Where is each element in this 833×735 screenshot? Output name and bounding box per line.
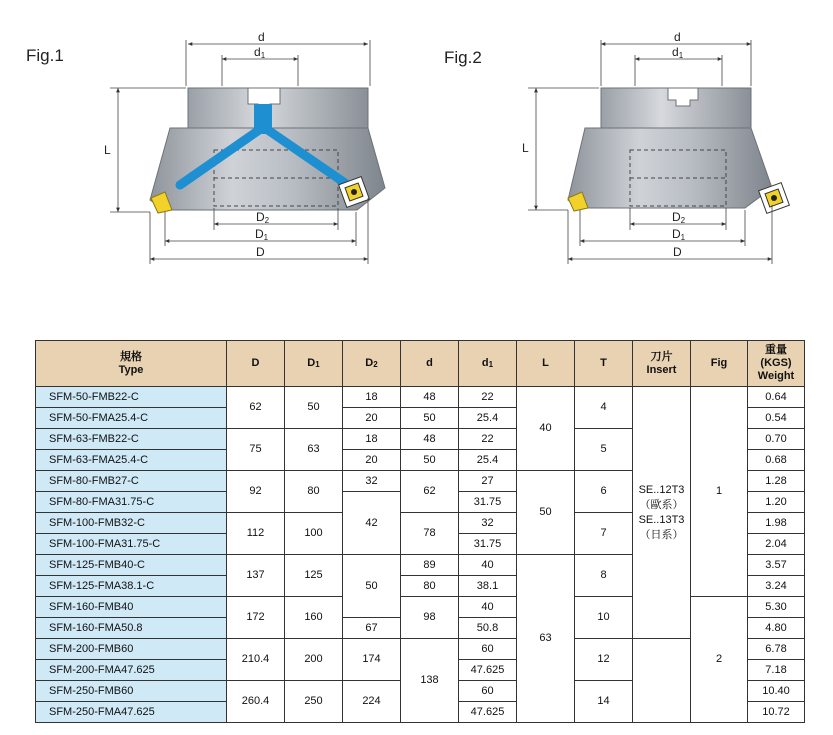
header-d1: $d_1$	[459, 341, 517, 387]
cell-weight: 4.80	[748, 618, 805, 639]
cell-type: SFM-63-FMB22-C	[36, 429, 227, 450]
cell-type: SFM-63-FMA25.4-C	[36, 450, 227, 471]
cell-weight: 1.20	[748, 492, 805, 513]
cell-type: SFM-80-FMB27-C	[36, 471, 227, 492]
cell-d1: 27	[459, 471, 517, 492]
cell-d1: 40	[459, 597, 517, 618]
cell-T: 6	[575, 471, 633, 513]
cell-weight: 10.40	[748, 681, 805, 702]
spec-table	[35, 340, 805, 723]
cell-T: 7	[575, 513, 633, 555]
cell-d1: 22	[459, 429, 517, 450]
header-fig: Fig	[691, 341, 748, 387]
fig2-dim-D1: D1	[672, 227, 686, 242]
cell-D1: 200	[285, 639, 343, 681]
cell-D1: 100	[285, 513, 343, 555]
cell-D: 137	[227, 555, 285, 597]
cell-weight: 6.78	[748, 639, 805, 660]
cell-weight: 5.30	[748, 597, 805, 618]
fig2-dim-D2: D2	[672, 210, 686, 225]
cell-type: SFM-100-FMA31.75-C	[36, 534, 227, 555]
cell-L: 63	[517, 555, 575, 723]
cell-L: 50	[517, 471, 575, 555]
cell-D2: 174	[343, 639, 401, 681]
fig1-dim-d: d	[258, 30, 265, 44]
technical-drawings	[0, 0, 833, 330]
fig2-dim-D: D	[673, 245, 682, 259]
cell-weight: 3.24	[748, 576, 805, 597]
cell-D2: 18	[343, 429, 401, 450]
cell-insert: SE..12T3 （歐系） SE..13T3 （日系）	[633, 387, 691, 639]
cell-d1: 60	[459, 681, 517, 702]
cell-type: SFM-250-FMA47.625	[36, 702, 227, 723]
header-D1: $D_1$	[285, 341, 343, 387]
cell-D1: 160	[285, 597, 343, 639]
cell-d1: 22	[459, 387, 517, 408]
cell-D1: 50	[285, 387, 343, 429]
cell-D2: 224	[343, 681, 401, 723]
cell-weight: 0.54	[748, 408, 805, 429]
cell-D: 62	[227, 387, 285, 429]
table-row	[36, 639, 805, 660]
cell-T: 12	[575, 639, 633, 681]
cell-T: 14	[575, 681, 633, 723]
fig2-dim-d: d	[674, 30, 681, 44]
header-T: T	[575, 341, 633, 387]
cell-D2: 42	[343, 492, 401, 555]
cell-D: 210.4	[227, 639, 285, 681]
fig1-dim-d1: d1	[254, 45, 266, 60]
cell-d1: 31.75	[459, 534, 517, 555]
header-type: 規格 Type	[36, 341, 227, 387]
cell-d1: 25.4	[459, 450, 517, 471]
cell-type: SFM-200-FMB60	[36, 639, 227, 660]
cell-d: 48	[401, 429, 459, 450]
table-header-row	[36, 341, 805, 387]
cell-type: SFM-100-FMB32-C	[36, 513, 227, 534]
table-row	[36, 387, 805, 408]
cell-D1: 63	[285, 429, 343, 471]
header-insert: 刀片 Insert	[633, 341, 691, 387]
cell-type: SFM-160-FMA50.8	[36, 618, 227, 639]
cell-D2: 50	[343, 555, 401, 618]
cell-type: SFM-50-FMB22-C	[36, 387, 227, 408]
cell-T: 8	[575, 555, 633, 597]
cell-D2: 20	[343, 450, 401, 471]
fig1-dim-L: L	[104, 143, 111, 157]
header-d: d	[401, 341, 459, 387]
cell-D1: 80	[285, 471, 343, 513]
cell-type: SFM-160-FMB40	[36, 597, 227, 618]
cell-d: 78	[401, 513, 459, 555]
cell-D: 172	[227, 597, 285, 639]
cell-type: SFM-250-FMB60	[36, 681, 227, 702]
cell-type: SFM-125-FMB40-C	[36, 555, 227, 576]
header-D: D	[227, 341, 285, 387]
fig1-label: Fig.1	[26, 46, 64, 65]
cell-weight: 10.72	[748, 702, 805, 723]
fig1-drawing	[104, 30, 385, 264]
cell-type: SFM-200-FMA47.625	[36, 660, 227, 681]
cell-D: 92	[227, 471, 285, 513]
cell-d1: 32	[459, 513, 517, 534]
cell-weight: 2.04	[748, 534, 805, 555]
cell-d1: 47.625	[459, 702, 517, 723]
cell-D2: 32	[343, 471, 401, 492]
cell-weight: 0.68	[748, 450, 805, 471]
cell-T: 5	[575, 429, 633, 471]
cell-D2: 67	[343, 618, 401, 639]
header-weight: 重量 (KGS) Weight	[748, 341, 805, 387]
cell-D1: 125	[285, 555, 343, 597]
cell-d1: 40	[459, 555, 517, 576]
cell-d1: 38.1	[459, 576, 517, 597]
fig2-drawing	[522, 30, 789, 264]
fig1-dim-D: D	[256, 245, 265, 259]
cell-type: SFM-80-FMA31.75-C	[36, 492, 227, 513]
cell-d: 80	[401, 576, 459, 597]
cell-d1: 47.625	[459, 660, 517, 681]
cell-L: 40	[517, 387, 575, 471]
cell-D2: 18	[343, 387, 401, 408]
cell-d: 50	[401, 450, 459, 471]
cell-weight: 1.28	[748, 471, 805, 492]
cell-d: 138	[401, 639, 459, 723]
cell-d1: 60	[459, 639, 517, 660]
cell-D2: 20	[343, 408, 401, 429]
cell-d: 98	[401, 597, 459, 639]
cell-weight: 1.98	[748, 513, 805, 534]
cell-insert-empty	[633, 639, 691, 723]
cell-D: 112	[227, 513, 285, 555]
cell-d: 50	[401, 408, 459, 429]
cell-type: SFM-125-FMA38.1-C	[36, 576, 227, 597]
header-L: L	[517, 341, 575, 387]
cell-d: 89	[401, 555, 459, 576]
cell-d1: 31.75	[459, 492, 517, 513]
cell-d1: 25.4	[459, 408, 517, 429]
cell-d: 62	[401, 471, 459, 513]
cell-weight: 3.57	[748, 555, 805, 576]
cell-weight: 0.70	[748, 429, 805, 450]
cell-T: 4	[575, 387, 633, 429]
fig1-dim-D2: D2	[256, 210, 270, 225]
cell-d: 48	[401, 387, 459, 408]
cell-d1: 50.8	[459, 618, 517, 639]
cell-weight: 0.64	[748, 387, 805, 408]
cell-fig: 2	[691, 597, 748, 723]
fig2-label: Fig.2	[444, 48, 482, 67]
cell-type: SFM-50-FMA25.4-C	[36, 408, 227, 429]
fig1-dim-D1: D1	[255, 227, 269, 242]
cell-D1: 250	[285, 681, 343, 723]
fig2-dim-L: L	[522, 141, 529, 155]
fig2-dim-d1: d1	[672, 45, 684, 60]
header-D2: $D_2$	[343, 341, 401, 387]
cell-D: 260.4	[227, 681, 285, 723]
cell-weight: 7.18	[748, 660, 805, 681]
cell-D: 75	[227, 429, 285, 471]
cell-fig: 1	[691, 387, 748, 597]
cell-T: 10	[575, 597, 633, 639]
